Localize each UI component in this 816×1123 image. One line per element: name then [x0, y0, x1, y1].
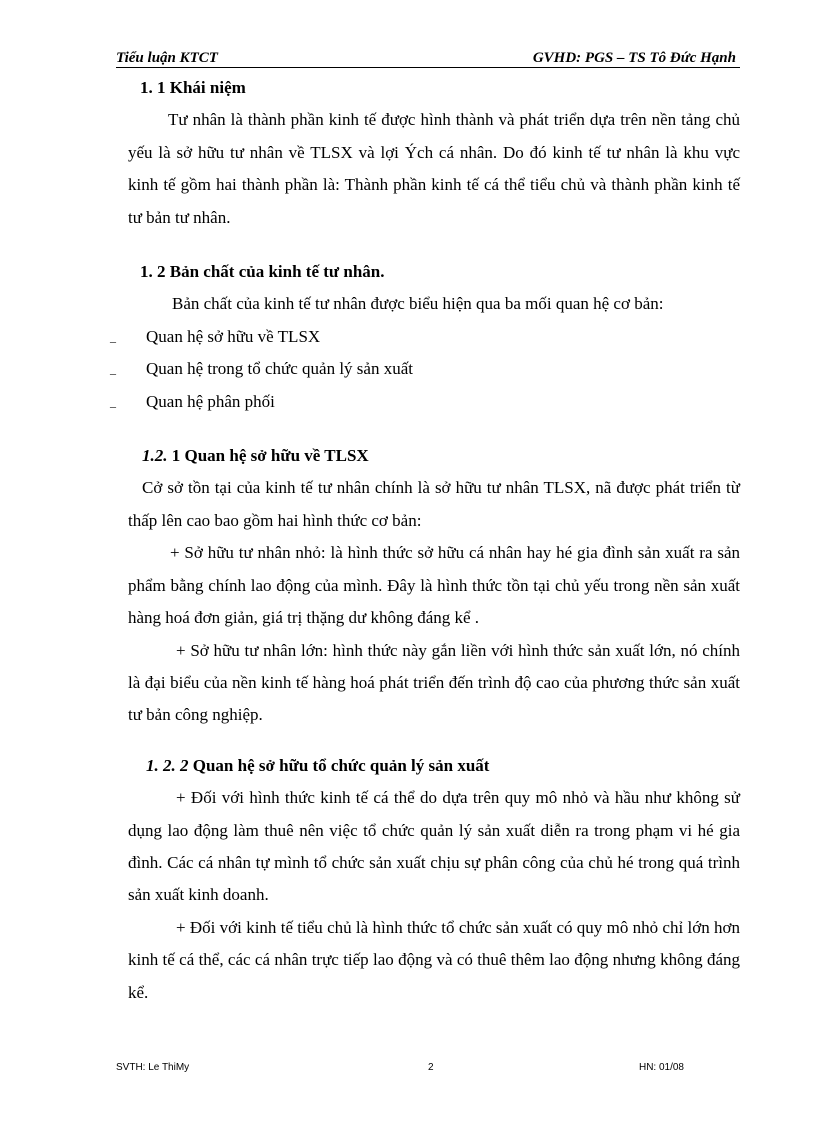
footer-page-number: 2	[428, 1062, 434, 1073]
header-course-title: Tiểu luận KTCT	[116, 50, 218, 66]
heading-1-2-2-text: Quan hệ sở hữu tổ chức quản lý sản xuất	[188, 755, 490, 775]
list-item: _ Quan hệ trong tổ chức quản lý sản xuất	[110, 353, 740, 385]
heading-1-2-2-number: 1. 2. 2	[146, 755, 189, 775]
dash-bullet-icon: _	[110, 394, 116, 409]
heading-1-2: 1. 2 Bản chất của kinh tế tư nhân.	[140, 262, 385, 282]
list-item: _ Quan hệ phân phối	[110, 386, 740, 418]
paragraph-khai-niem: Tư nhân là thành phần kinh tế được hình thành và phát triển dựa trên nền tảng chủ yếu là sở hữu tư nhân về TLSX và lợi Ých cá nhân. Do đó kinh tế tư nhân là khu vực kinh tế gồm hai thành phần là: Thành phần kinh tế cá thể tiểu chủ và thành phần kinh tế tư bản tư nhân.	[128, 110, 740, 227]
header-instructor: GVHD: PGS – TS Tô Đức Hạnh	[532, 50, 736, 66]
heading-1-2-1-text: 1 Quan hệ sở hữu về TLSX	[167, 446, 369, 466]
paragraph-ban-chat-intro: Bản chất của kinh tế tư nhân được biểu hiện qua ba mối quan hệ cơ bản:	[172, 294, 664, 314]
heading-1-1: 1. 1 Khái niệm	[140, 78, 246, 97]
footer-student: SVTH: Le ThiMy	[116, 1062, 190, 1073]
heading-1-2-1	[128, 440, 740, 472]
paragraph-co-so: Cở sở tồn tại của kinh tế tư nhân chính là sở hữu tư nhân TLSX, nã được phát triển từ thấp lên cao bao gồm hai hình thức cơ bản:	[128, 478, 740, 530]
paragraph-so-huu-lon: + Sở hữu tư nhân lớn: hình thức này gắn liền với hình thức sản xuất lớn, nó chính là đại biểu của nền kinh tế hàng hoá phát triển đến trình độ cao của phương thức sản xuất tư bản công nghiệp.	[128, 640, 740, 725]
dash-bullet-icon: _	[110, 362, 116, 377]
footer-class: HN: 01/08	[638, 1062, 684, 1073]
relations-list	[110, 321, 740, 418]
paragraph-so-huu-nho: + Sở hữu tư nhân nhỏ: là hình thức sở hữu cá nhân hay hé gia đình sản xuất ra sản phẩm bằng chính lao động của mình. Đây là hình thức tồn tại chủ yếu trong nền sản xuất hàng hoá đơn giản, giá trị thặng dư không đáng kể .	[128, 543, 740, 628]
page-footer	[116, 1062, 684, 1076]
document-body	[110, 72, 740, 1009]
paragraph-kinh-te-ca-the: + Đối với hình thức kinh tế cá thể do dựa trên quy mô nhỏ và hầu như không sử dụng lao động làm thuê nên việc tổ chức quản lý sản xuất diễn ra trong phạm vi hé gia đình. Các cá nhân tự mình tổ chức sản xuất chịu sự phân công của chủ hé trong quá trình sản xuất kinh doanh.	[128, 788, 740, 905]
heading-1-2-1-number: 1.2.	[142, 446, 168, 466]
dash-bullet-icon: _	[110, 329, 116, 344]
heading-1-2-2	[128, 750, 740, 782]
paragraph-kinh-te-tieu-chu: + Đối với kinh tế tiểu chủ là hình thức tổ chức sản xuất có quy mô nhỏ chỉ lớn hơn kinh tế cá thể, các cá nhân trực tiếp lao động và có thuê thêm lao động nhưng không đáng kể.	[128, 917, 740, 1002]
list-item: _ Quan hệ sở hữu về TLSX	[110, 321, 740, 353]
page-header	[116, 49, 740, 68]
